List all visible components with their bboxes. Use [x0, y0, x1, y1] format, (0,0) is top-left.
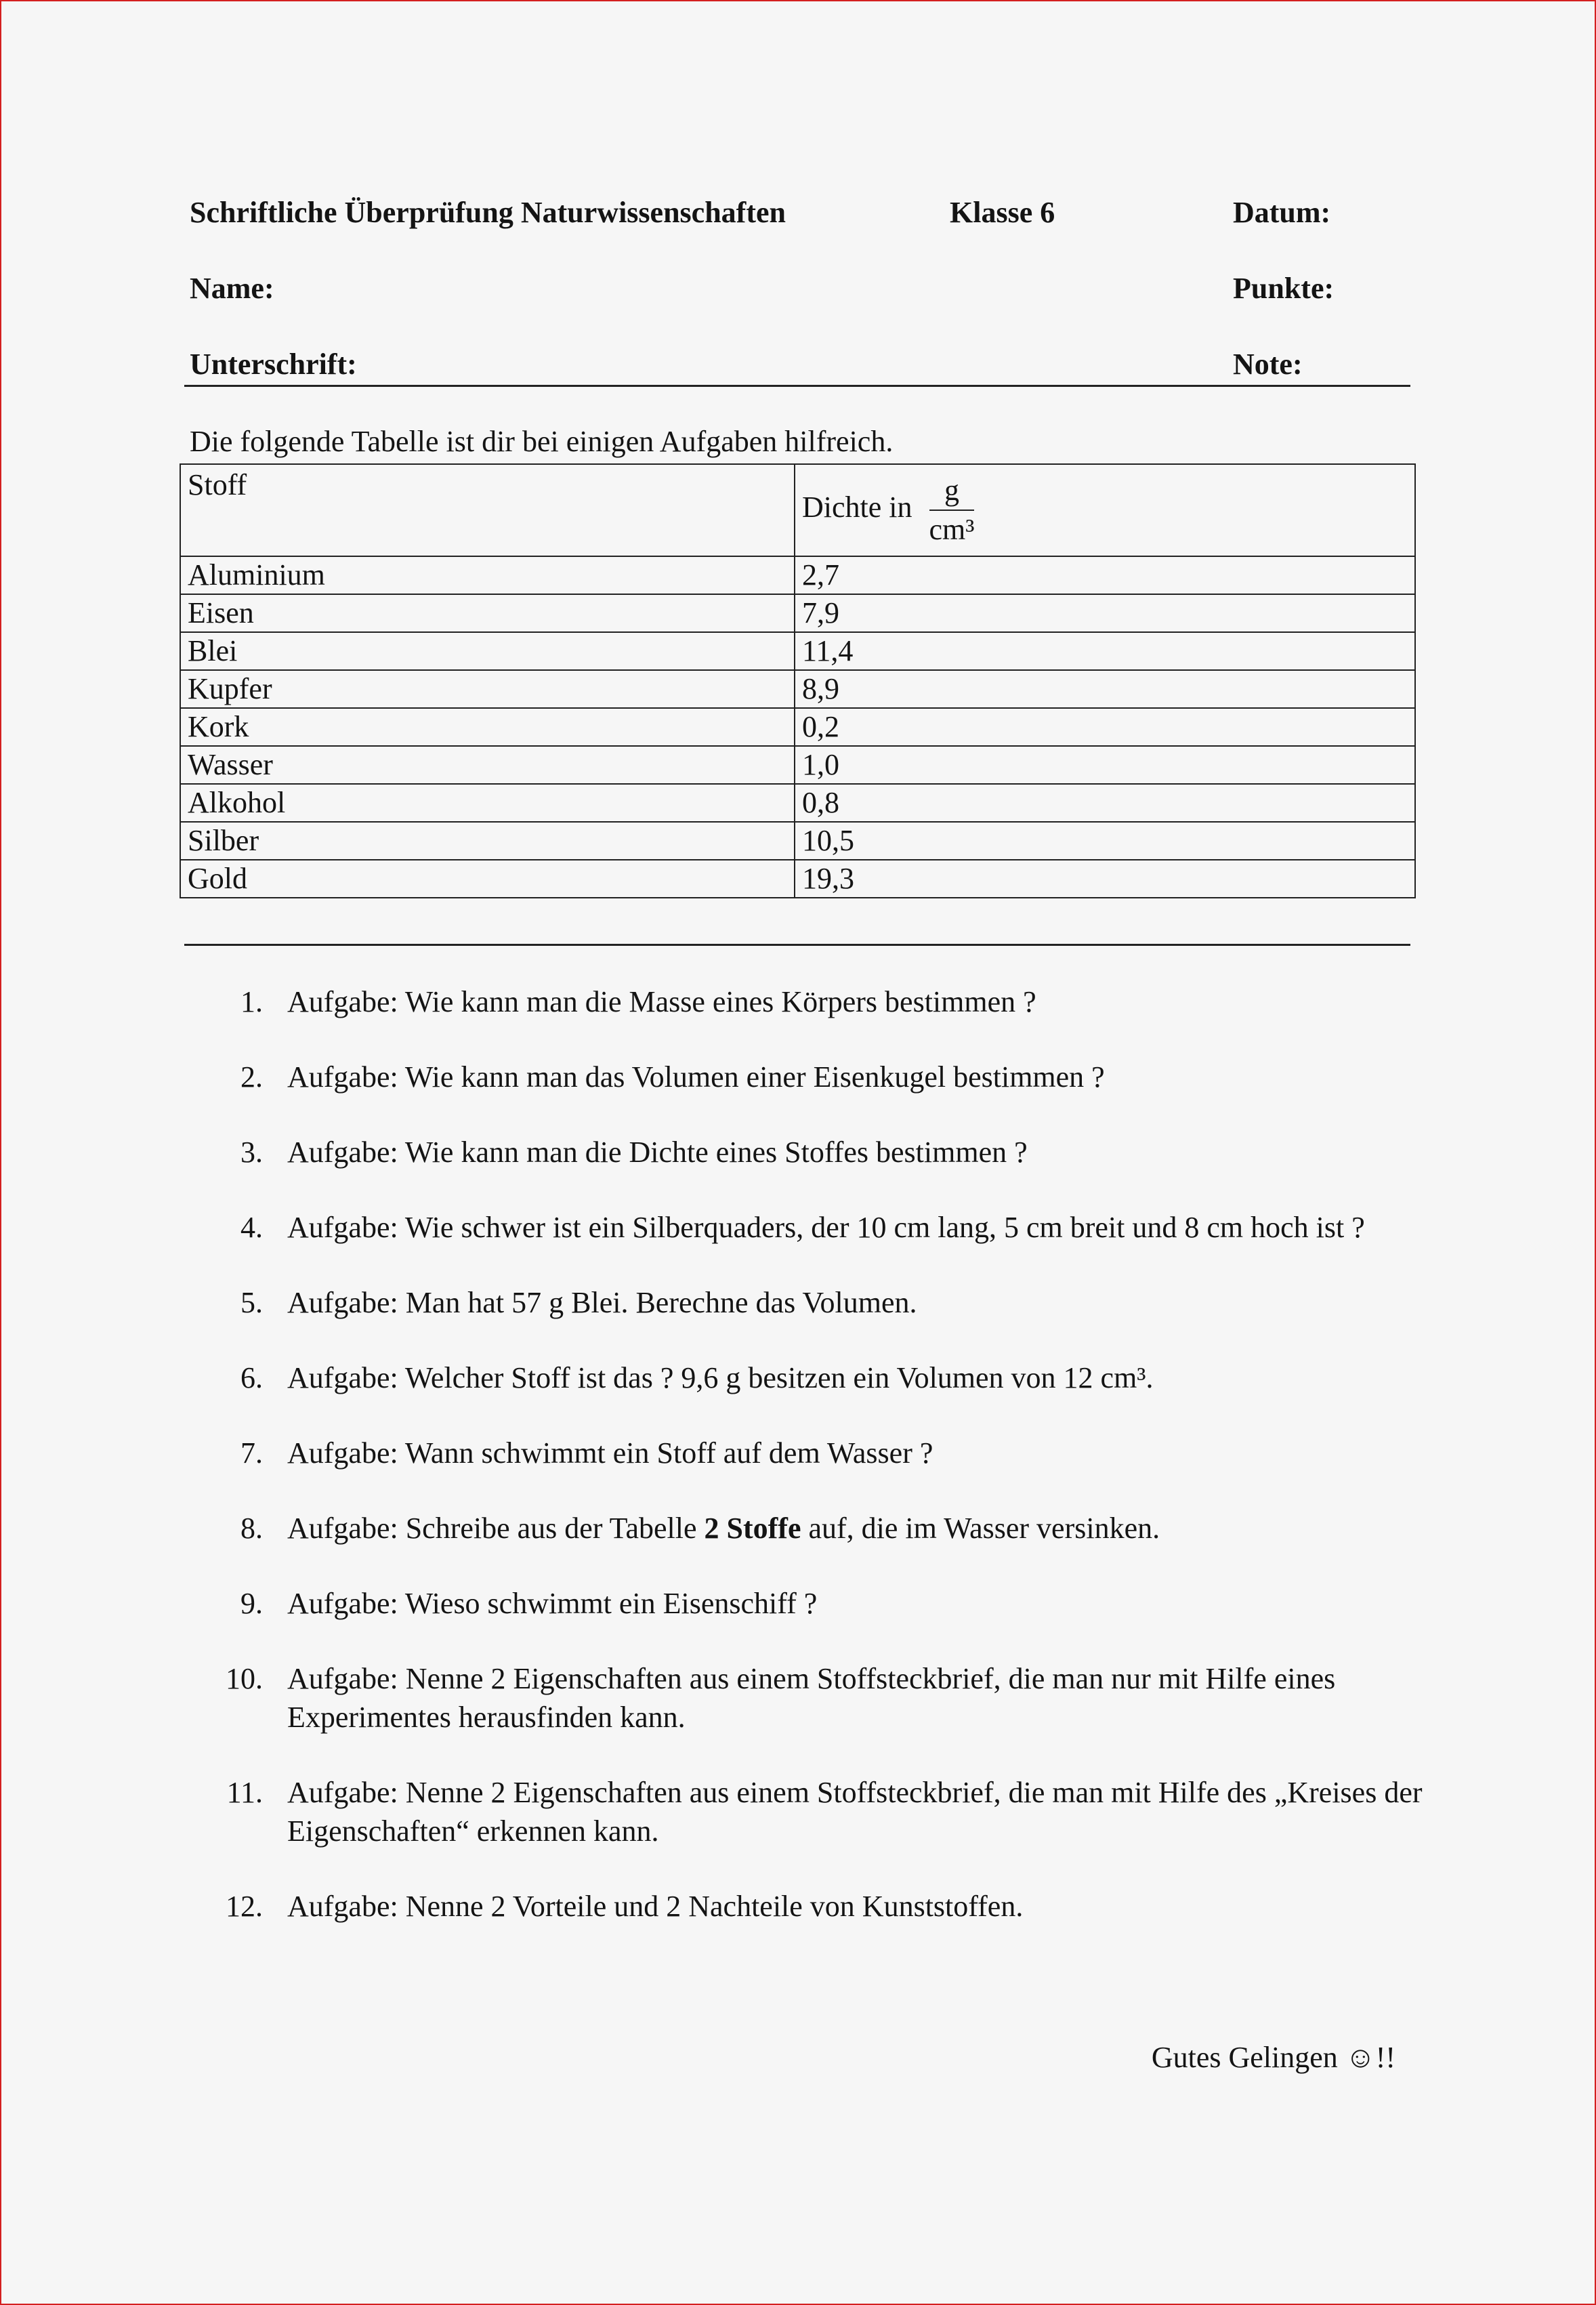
substance-cell: Kupfer [180, 670, 795, 708]
task-item [230, 1208, 1423, 1247]
substance-cell: Eisen [180, 594, 795, 632]
task-text-end: auf, die im Wasser versinken. [801, 1512, 1160, 1545]
task-number: 7. [240, 1436, 263, 1470]
name-label: Name: [190, 272, 274, 305]
density-cell: 10,5 [795, 822, 1415, 860]
substance-cell: Aluminium [180, 556, 795, 594]
density-table [180, 463, 1416, 898]
table-row [180, 822, 1415, 860]
table-row [180, 746, 1415, 784]
worksheet-title: Schriftliche Überprüfung Naturwissenschaften [190, 196, 786, 229]
task-number: 3. [240, 1136, 263, 1169]
table-row [180, 594, 1415, 632]
density-unit-fraction [929, 476, 975, 545]
density-header-text: Dichte in [802, 491, 912, 524]
table-header-row [180, 464, 1415, 556]
task-text: Aufgabe: Welcher Stoff ist das ? 9,6 g besitzen ein Volumen von 12 cm³. [287, 1361, 1154, 1394]
table-row [180, 670, 1415, 708]
task-number: 2. [240, 1060, 263, 1094]
task-number: 12. [226, 1890, 263, 1923]
density-cell: 7,9 [795, 594, 1415, 632]
task-number: 10. [226, 1662, 263, 1695]
table-row [180, 708, 1415, 746]
points-label: Punkte: [1233, 272, 1335, 305]
task-list [226, 982, 1423, 1962]
table-row [180, 556, 1415, 594]
task-text-emphasis: 2 Stoffe [704, 1512, 801, 1545]
task-item [230, 1058, 1423, 1096]
task-item [226, 1773, 1423, 1850]
task-number: 1. [240, 985, 263, 1018]
header-divider [184, 385, 1410, 387]
table-row [180, 860, 1415, 898]
substance-cell: Wasser [180, 746, 795, 784]
task-item [230, 1358, 1423, 1397]
task-number: 11. [226, 1776, 263, 1809]
task-text: Aufgabe: Wie kann man das Volumen einer Eisenkugel bestimmen ? [287, 1060, 1105, 1094]
task-item [230, 1584, 1423, 1623]
table-intro: Die folgende Tabelle ist dir bei einigen Aufgaben hilfreich. [190, 425, 894, 458]
task-number: 5. [240, 1286, 263, 1319]
column-header-substance: Stoff [180, 464, 795, 556]
density-cell: 0,2 [795, 708, 1415, 746]
density-cell: 1,0 [795, 746, 1415, 784]
task-item [226, 1887, 1423, 1926]
task-text: Aufgabe: Wie kann man die Dichte eines Stoffes bestimmen ? [287, 1136, 1028, 1169]
unit-numerator: g [929, 476, 975, 511]
table-divider [184, 944, 1410, 946]
density-cell: 19,3 [795, 860, 1415, 898]
unit-denominator: cm³ [929, 513, 975, 546]
task-number: 6. [240, 1361, 263, 1394]
task-text: Aufgabe: Wieso schwimmt ein Eisenschiff ? [287, 1587, 818, 1620]
task-item [230, 1434, 1423, 1472]
task-text: Aufgabe: Wie kann man die Masse eines Körpers bestimmen ? [287, 985, 1036, 1018]
task-text: Aufgabe: Nenne 2 Eigenschaften aus einem Stoffsteckbrief, die man mit Hilfe des „Kreises der Eigenschaften“ erkennen kann. [287, 1776, 1423, 1848]
task-item [226, 1659, 1423, 1737]
task-text-start: Aufgabe: Schreibe aus der Tabelle [287, 1512, 705, 1545]
class-label: Klasse 6 [950, 196, 1055, 229]
task-text: Aufgabe: Nenne 2 Eigenschaften aus einem Stoffsteckbrief, die man nur mit Hilfe eines Experimentes herausfinden kann. [287, 1662, 1336, 1734]
task-text: Aufgabe: Nenne 2 Vorteile und 2 Nachteile von Kunststoffen. [287, 1890, 1024, 1923]
density-cell: 0,8 [795, 784, 1415, 822]
substance-cell: Blei [180, 632, 795, 670]
signature-label: Unterschrift: [190, 348, 357, 381]
task-item [230, 982, 1423, 1021]
substance-cell: Kork [180, 708, 795, 746]
task-text: Aufgabe: Wann schwimmt ein Stoff auf dem Wasser ? [287, 1436, 933, 1470]
task-text: Aufgabe: Man hat 57 g Blei. Berechne das Volumen. [287, 1286, 917, 1319]
substance-cell: Silber [180, 822, 795, 860]
task-item [230, 1283, 1423, 1322]
task-number: 8. [240, 1512, 263, 1545]
substance-cell: Alkohol [180, 784, 795, 822]
task-text: Aufgabe: Wie schwer ist ein Silberquaders, der 10 cm lang, 5 cm breit und 8 cm hoch ist ? [287, 1211, 1365, 1244]
task-item [230, 1133, 1423, 1171]
density-cell: 8,9 [795, 670, 1415, 708]
grade-label: Note: [1233, 348, 1303, 381]
column-header-density [795, 464, 1415, 556]
table-row [180, 784, 1415, 822]
substance-cell: Gold [180, 860, 795, 898]
date-label: Datum: [1233, 196, 1331, 229]
task-number: 9. [240, 1587, 263, 1620]
task-number: 4. [240, 1211, 263, 1244]
density-cell: 2,7 [795, 556, 1415, 594]
density-cell: 11,4 [795, 632, 1415, 670]
table-row [180, 632, 1415, 670]
closing-remark: Gutes Gelingen ☺!! [1151, 2041, 1395, 2074]
task-item [230, 1509, 1423, 1548]
